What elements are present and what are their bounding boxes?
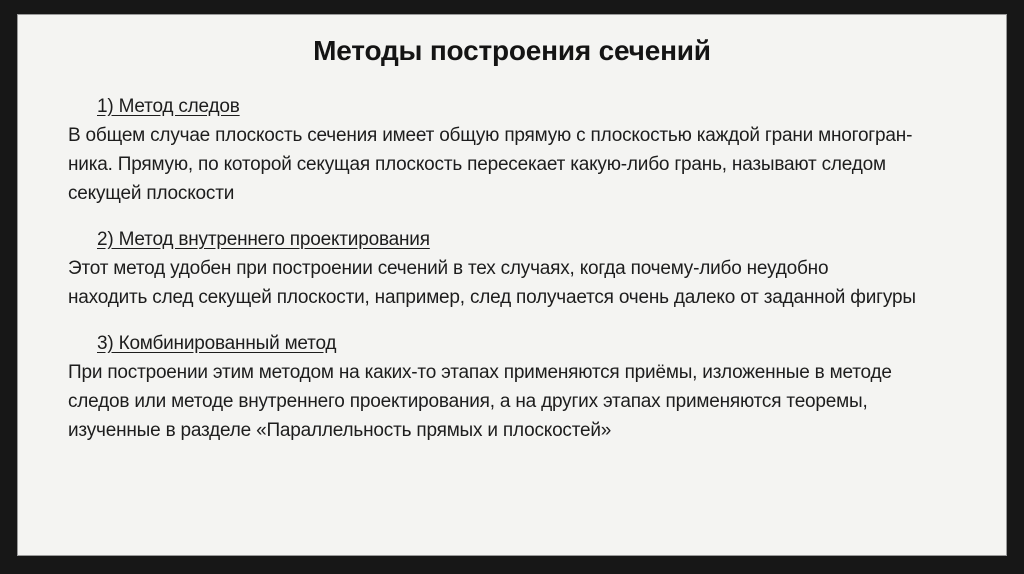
body-line: находить след секущей плоскости, например, след получается очень далеко от заданной фигуры xyxy=(68,287,916,308)
section-internal-projection xyxy=(68,225,988,312)
section-heading xyxy=(68,329,988,358)
body-line: ника. Прямую, по которой секущая плоскость пересекает какую-либо грань, называют следом xyxy=(68,154,886,175)
section-combined-method xyxy=(68,329,988,445)
section-heading-text: 2) Метод внутреннего проектирования xyxy=(97,229,430,250)
body-line: При построении этим методом на каких-то этапах применяются приёмы, изложенные в методе xyxy=(68,362,892,383)
section-heading-text: 1) Метод следов xyxy=(97,96,240,117)
slide-title: Методы построения сечений xyxy=(313,35,711,66)
body-line: Этот метод удобен при построении сечений в тех случаях, когда почему-либо неудобно xyxy=(68,258,829,279)
section-heading-text: 3) Комбинированный метод xyxy=(97,333,337,354)
section-heading xyxy=(68,92,988,121)
section-method-of-traces xyxy=(68,92,988,208)
slide-body xyxy=(18,92,1006,445)
body-line: В общем случае плоскость сечения имеет общую прямую с плоскостью каждой грани многогран- xyxy=(68,125,913,146)
body-line: следов или методе внутреннего проектирования, а на других этапах применяются теоремы, xyxy=(68,391,868,412)
body-line: секущей плоскости xyxy=(68,183,235,204)
section-heading xyxy=(68,225,988,254)
slide xyxy=(17,14,1007,556)
body-line: изученные в разделе «Параллельность прямых и плоскостей» xyxy=(68,420,612,441)
